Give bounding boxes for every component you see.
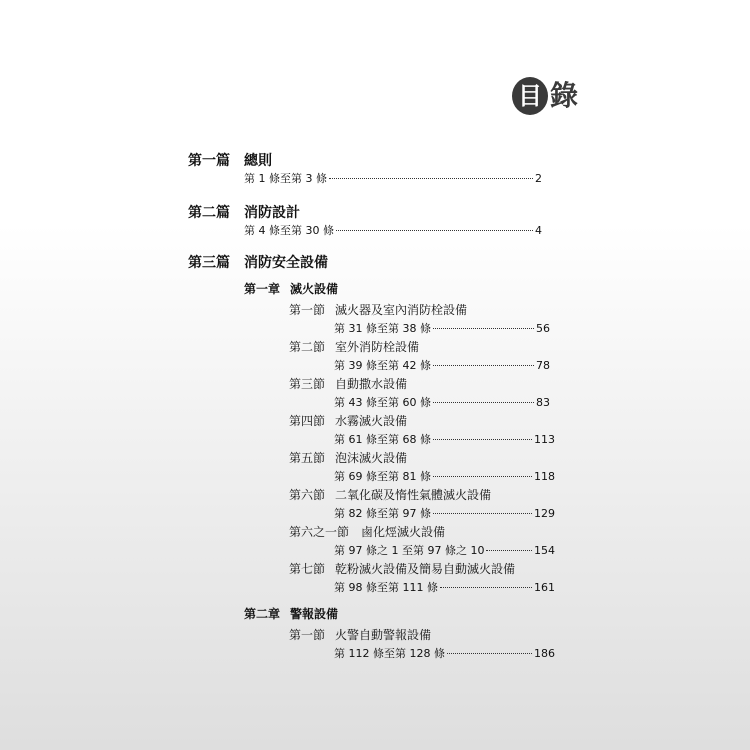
entry-page: 129 <box>534 507 555 520</box>
toc-entry-part-2[interactable] <box>244 222 542 238</box>
entry-page: 56 <box>536 322 550 335</box>
section-heading <box>289 486 491 503</box>
section-heading <box>289 523 445 540</box>
section-number: 第一節 <box>289 628 326 642</box>
entry-range: 第 97 條之 1 至第 97 條之 10 <box>334 544 485 557</box>
part-heading-1 <box>188 150 272 170</box>
toc-heading-circle: 目 <box>512 77 548 115</box>
part-title: 總則 <box>244 153 272 169</box>
section-heading <box>289 301 467 318</box>
section-number: 第六之一節 <box>289 525 350 539</box>
toc-entry[interactable] <box>334 468 555 484</box>
dot-leader <box>336 230 533 231</box>
section-number: 第七節 <box>289 562 326 576</box>
entry-range: 第 31 條至第 38 條 <box>334 322 431 335</box>
entry-range: 第 69 條至第 81 條 <box>334 470 431 483</box>
dot-leader <box>447 653 532 654</box>
part-number: 第一篇 <box>188 153 230 169</box>
dot-leader <box>440 587 532 588</box>
toc-entry[interactable] <box>334 394 550 410</box>
toc-entry[interactable] <box>334 357 550 373</box>
section-heading <box>289 338 419 355</box>
chapter-heading-2 <box>244 605 338 622</box>
part-number: 第二篇 <box>188 205 230 221</box>
part-heading-3 <box>188 252 328 272</box>
section-number: 第二節 <box>289 340 326 354</box>
toc-entry[interactable] <box>334 579 555 595</box>
section-number: 第五節 <box>289 451 326 465</box>
section-title: 二氧化碳及惰性氣體滅火設備 <box>335 488 492 502</box>
toc-entry[interactable] <box>334 645 555 661</box>
entry-page: 161 <box>534 581 555 594</box>
dot-leader <box>486 550 532 551</box>
entry-range: 第 61 條至第 68 條 <box>334 433 431 446</box>
toc-entry[interactable] <box>334 542 555 558</box>
entry-range: 第 82 條至第 97 條 <box>334 507 431 520</box>
section-number: 第一節 <box>289 303 326 317</box>
section-title: 滅火器及室內消防栓設備 <box>335 303 468 317</box>
entry-page: 78 <box>536 359 550 372</box>
entry-page: 113 <box>534 433 555 446</box>
section-title: 鹵化烴滅火設備 <box>361 525 446 539</box>
dot-leader <box>433 476 532 477</box>
toc-heading <box>512 76 578 116</box>
toc-entry[interactable] <box>334 505 555 521</box>
section-heading <box>289 449 407 466</box>
chapter-title: 警報設備 <box>290 607 339 621</box>
section-heading <box>289 626 431 643</box>
section-title: 乾粉滅火設備及簡易自動滅火設備 <box>335 562 516 576</box>
entry-page: 154 <box>534 544 555 557</box>
chapter-heading-1 <box>244 280 338 297</box>
chapter-number: 第一章 <box>244 282 281 296</box>
entry-page: 186 <box>534 647 555 660</box>
section-heading <box>289 412 407 429</box>
section-title: 室外消防栓設備 <box>335 340 420 354</box>
section-number: 第四節 <box>289 414 326 428</box>
entry-page: 118 <box>534 470 555 483</box>
section-title: 泡沫滅火設備 <box>335 451 408 465</box>
section-number: 第三節 <box>289 377 326 391</box>
toc-entry[interactable] <box>334 320 550 336</box>
chapter-title: 滅火設備 <box>290 282 339 296</box>
part-title: 消防安全設備 <box>244 255 328 271</box>
entry-range: 第 4 條至第 30 條 <box>244 224 334 237</box>
dot-leader <box>433 365 534 366</box>
section-number: 第六節 <box>289 488 326 502</box>
section-title: 水霧滅火設備 <box>335 414 408 428</box>
entry-range: 第 39 條至第 42 條 <box>334 359 431 372</box>
part-title: 消防設計 <box>244 205 300 221</box>
section-heading <box>289 560 515 577</box>
entry-range: 第 43 條至第 60 條 <box>334 396 431 409</box>
dot-leader <box>329 178 533 179</box>
entry-range: 第 112 條至第 128 條 <box>334 647 445 660</box>
toc-entry[interactable] <box>334 431 555 447</box>
dot-leader <box>433 402 534 403</box>
toc-heading-text: 錄 <box>549 79 578 112</box>
dot-leader <box>433 513 532 514</box>
chapter-number: 第二章 <box>244 607 281 621</box>
entry-range: 第 1 條至第 3 條 <box>244 172 327 185</box>
section-title: 自動撒水設備 <box>335 377 408 391</box>
section-heading <box>289 375 407 392</box>
entry-page: 2 <box>535 172 542 185</box>
toc-entry-part-1[interactable] <box>244 170 542 186</box>
section-title: 火警自動警報設備 <box>335 628 432 642</box>
dot-leader <box>433 439 532 440</box>
entry-page: 4 <box>535 224 542 237</box>
part-heading-2 <box>188 202 300 222</box>
entry-range: 第 98 條至第 111 條 <box>334 581 438 594</box>
dot-leader <box>433 328 534 329</box>
entry-page: 83 <box>536 396 550 409</box>
part-number: 第三篇 <box>188 255 230 271</box>
